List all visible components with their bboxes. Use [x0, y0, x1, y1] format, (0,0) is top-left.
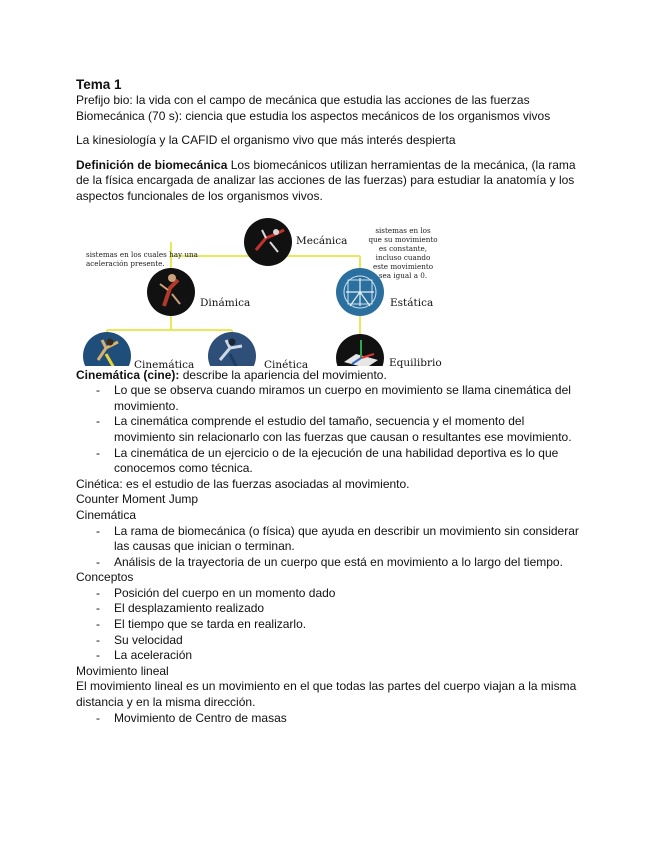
node-label-dinamica: Dinámica [200, 296, 251, 309]
list-item: - La rama de biomecánica (o física) que ayuda en describir un movimiento sin considerar las causas que inician o terminan. [76, 524, 581, 555]
list-item: - Lo que se observa cuando miramos un cuerpo en movimiento se llama cinemática del movimiento. [76, 383, 581, 414]
node-label-cinematica: Cinemática [134, 358, 195, 371]
list-item: - La aceleración [76, 648, 581, 664]
lineal-text: El movimiento lineal es un movimiento en el que todas las partes del cuerpo viajan a la misma distancia y en la misma dirección. [76, 679, 577, 710]
list-item: - Análisis de la trayectoria de un cuerpo que está en movimiento a lo largo del tiempo. [76, 555, 581, 571]
cinematica2-heading: Cinemática [76, 507, 137, 522]
list-item: - El tiempo que se tarda en realizarlo. [76, 617, 581, 633]
biomechanics-diagram [80, 208, 470, 371]
kinesiology-paragraph: La kinesiología y la CAFID el organismo vivo que más interés despierta [76, 133, 456, 148]
lineal-heading: Movimiento lineal [76, 663, 169, 678]
cinetica-line: Cinética: es el estudio de las fuerzas asociadas al movimiento. [76, 476, 410, 491]
node-label-mecanica: Mecánica [296, 234, 348, 247]
page-title: Tema 1 [76, 77, 122, 92]
cinematica-node-icon [83, 332, 131, 366]
lineal-list [76, 711, 581, 727]
definition-text: Los biomecánicos utilizan herramientas de la mecánica, (la rama de la física encargada de analizar las acciones de las fuerzas) para estudiar la anatomía y los aspectos funcionales de los organismos vivos. [76, 157, 576, 203]
cinematica-list [76, 383, 581, 477]
note-right: sistemas en los que su movimiento es constante, incluso cuando este movimiento sea igual a 0. [368, 225, 438, 280]
mecanica-node-icon [244, 218, 292, 266]
list-item: - La cinemática de un ejercicio o de la ejecución de una habilidad deportiva es lo que conocemos como técnica. [76, 446, 581, 477]
list-item: - Posición del cuerpo en un momento dado [76, 586, 581, 602]
cinematica2-list [76, 524, 581, 571]
node-label-estatica: Estática [390, 296, 434, 309]
dinamica-node-icon [147, 268, 195, 316]
list-item: - Su velocidad [76, 633, 581, 649]
node-label-cinetica: Cinética [264, 358, 309, 371]
cinematica-heading-text: describe la apariencia del movimiento. [179, 367, 387, 382]
conceptos-heading: Conceptos [76, 570, 134, 585]
cinematica-term: Cinemática (cine): [76, 367, 180, 382]
conceptos-list [76, 586, 581, 664]
equilibrio-node-icon [336, 334, 384, 366]
note-left: sistemas en los cuales hay una aceleración presente. [86, 249, 198, 268]
document-page [76, 76, 581, 726]
list-item: - Movimiento de Centro de masas [76, 711, 581, 727]
node-label-equilibrio: Equilibrio [389, 356, 442, 369]
definition-term: Definición de biomecánica [76, 157, 228, 172]
intro-line-1: Prefijo bio: la vida con el campo de mecánica que estudia las acciones de las fuerzas [76, 93, 530, 107]
list-item: - El desplazamiento realizado [76, 601, 581, 617]
intro-line-2: Biomecánica (70 s): ciencia que estudia los aspectos mecánicos de los organismos vivos [76, 108, 551, 123]
list-item: - La cinemática comprende el estudio del tamaño, secuencia y el momento del movimiento sin relacionarlo con las fuerzas que causan o resultantes ese movimiento. [76, 414, 581, 445]
definition-paragraph [76, 158, 581, 205]
cinetica-node-icon [208, 332, 256, 366]
counter-line: Counter Moment Jump [76, 492, 199, 507]
